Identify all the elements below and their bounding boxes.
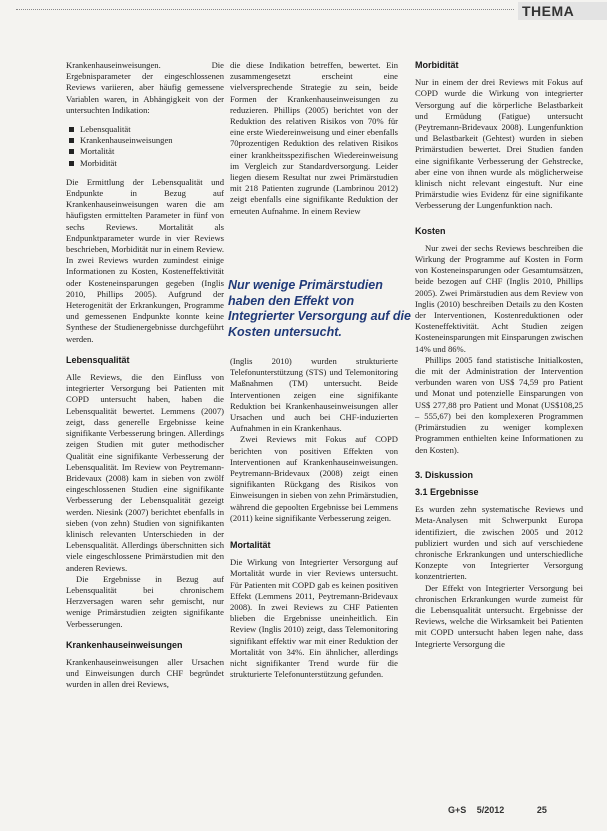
header-dotted-rule xyxy=(16,9,514,10)
heading-ergebnisse: 3.1 Ergebnisse xyxy=(415,486,479,497)
paragraph: (Inglis 2010) wurden strukturierte Telefonunterstützung (STS) und Telemonitoring Maßnahmen (TM) untersucht. Beide Interventionen zeigen eine signifikante Reduktion bei Krankenhauseinweisungen aller Ursachen und auch bei CHF-induzierten Aufnahmen in ein Krankenhaus. xyxy=(230,356,398,434)
column-2-lower xyxy=(230,356,398,680)
paragraph: die diese Indikation betreffen, bewertet. Ein zusammengesetzt erscheint eine vielversprechende Strategie zu sein, beide Formen der Krankenhauseinweisungen zu reduzieren. Phillips (2005) berichtet von der Reduktion des relativen Risikos von 70% für eine erste Wiedereinweisung und einer ebenfalls 70prozentigen Reduktion des relativen Risikos einer krankheitsspezifischen Wiedereinweisung im Vergleich zur Standardversorgung. Leider liegen diesem Resultat nur zwei Primärstudien mit 218 Patienten zugrunde (Lambrinou 2012) zeigt ebenfalls eine signifikante Reduktion der erneuten Aufnahme. In einem Review xyxy=(230,60,398,216)
paragraph: Phillips 2005 fand statistische Initialkosten, die mit der Administration der Intervention verbunden waren von US$ 74,59 pro Patient und Monat und potenzielle Einsparungen von US$ 277,88 pro Patient und Monat (US$108,25 – 555,67) bei den komplexeren Programmen (Primärstudien zu weniger komplexen Programmen enthielten keine Informationen zu den Kosten). xyxy=(415,354,583,455)
list-item: Krankenhauseinweisungen xyxy=(66,135,224,146)
paragraph: Nur zwei der sechs Reviews beschreiben die Wirkung der Programme auf Kosten in Form von Kosteneinsparungen oder Gesamtumsätzen, beide bezogen auf CHF (Inglis 2010, Phillips 2005). Zwei Primärstudien aus dem Review von Inglis (2010) beschreiben Details zu den Kosten der Interventionen, Kostenreduktionen oder Kosteneffektivität. Acht Studien zeigen Kosteneinsparungen mit Einsparungen zwischen 14% und 86%. xyxy=(415,242,583,354)
heading-morbiditaet: Morbidität xyxy=(415,60,459,70)
paragraph: Der Effekt von Integrierter Versorgung bei chronischen Erkrankungen wurde zumeist für die Lebensqualität untersucht. Ergebnisse der Reviews, welche die Wirksamkeit bei Patienten mit COPD untersucht haben legen nahe, dass Integrierte Versorgung die xyxy=(415,582,583,649)
paragraph: Krankenhauseinweisungen aller Ursachen und Einweisungen durch CHF begründet wurden in allen drei Reviews, xyxy=(66,656,224,690)
paragraph: Nur in einem der drei Reviews mit Fokus auf COPD wurde die Wirkung von integrierter Versorgung auf die körperliche Belastbarkeit und Ermüdung (Fatigue) untersucht (Peytremann-Bridevaux 2008). Lungenfunktion und Belastbarkeit (Gehtest) wurden in sieben Primärstudien bewertet. Drei Studien fanden eine signifikante Verbesserung der Gehstrecke, aber eine von ihnen wurde als möglicherweise klinisch nicht relevant eingestuft. Nur eine Primärstudie wies Evidenz für eine signifikante Verbesserung der Lungenfunktion nach. xyxy=(415,77,583,211)
paragraph: Die Ermittlung der Lebensqualität und Endpunkte in Bezug auf Krankenhauseinweisungen waren die am häufigsten ermittelten Parameter in fünf von sechs Reviews. Mortalität als Endpunktparameter wurde in vier Reviews beschrieben, Morbidität nur in einem Review. In zwei Reviews wurden zumindest einige Informationen zu Kosten, Kosteneffektivität oder Kosteneinsparungen gegeben (Inglis 2010, Phillips 2005). Aufgrund der Heterogenität der Erkrankungen, Programme und gemessenen Endpunkte konnte keine Synthese der Studienergebnisse durchgeführt werden. xyxy=(66,176,224,344)
heading-mortalitaet: Mortalität xyxy=(230,540,271,551)
paragraph: Krankenhauseinweisungen. Die Ergebnisparameter der eingeschlossenen Reviews variieren, aber häufig gemessene Variablen waren, in Abhängigkeit von der untersuchten Indikation: xyxy=(66,60,224,115)
issue-number: 5/2012 xyxy=(476,805,505,815)
paragraph: Zwei Reviews mit Fokus auf COPD berichten von positiven Effekten von Interventionen auf Krankenhauseinweisungen. Peytremann-Bridevaux (2008) zeigt einen signifikanten Rückgang des Risikos von Einweisungen in sieben von zehn Primärstudien, während die gepoolten Ergebnisse bei Lemmens (2011) keine signifikante Verbesserung zeigen. xyxy=(230,434,398,523)
heading-diskussion: 3. Diskussion xyxy=(415,469,474,480)
paragraph: Die Ergebnisse in Bezug auf Lebensqualität bei chronischem Herzversagen waren sehr gemischt, nur wenige Primärstudien zeigten signifikante Verbesserungen. xyxy=(66,573,224,629)
list-item: Mortalität xyxy=(66,146,224,157)
page-footer xyxy=(448,805,555,815)
page-number: 25 xyxy=(536,805,547,815)
heading-lebensqualitaet: Lebensqualität xyxy=(66,354,130,365)
page-header xyxy=(0,0,607,22)
list-item: Lebensqualität xyxy=(66,124,224,135)
column-3 xyxy=(415,60,583,650)
paragraph: Die Wirkung von Integrierter Versorgung auf Mortalität wurde in vier Reviews untersucht. Für Patienten mit COPD gab es keinen positiven Effekt (Lemmens 2011, Peytremann-Bridevaux 2008). In zwei Reviews zu CHF Patienten blieben die Ergebnisse uneinheitlich. Ein Review (Inglis 2010) zeigt, dass Telemonitoring signifikant effektiv war mit einer Reduktion der Mortalität von 34%. Ein ähnlicher, allerdings nicht signifikanter Trend wurde für die strukturierte Telefonunterstützung gefunden. xyxy=(230,557,398,680)
section-tag: THEMA xyxy=(518,2,607,20)
column-2 xyxy=(230,60,398,217)
heading-kosten: Kosten xyxy=(415,225,446,236)
paragraph: Alle Reviews, die den Einfluss von integrierter Versorgung bei Patienten mit COPD untersucht haben, haben die Lebensqualität bewertet. Lemmens (2007) zeigt, dass generelle Ergebnisse keine signifikante Verbesserung bringen. Allerdings zeigen Studien mit guter methodischer Qualität eine signifikante Verbesserung der Lebensqualität. Im Review von Peytremann-Bridevaux (2008) kam in sieben von zwölf eingeschlossenen Studien eine signifikante Verbesserung der Lebensqualität gezeigt werden. Niesink (2007) berichtet ebenfalls in sieben (von zehn) Studien von signifikanten klinisch relevanten Unterschieden in der Lebensqualität. Allerdings überschnitten sich viele eingeschlossene Primärstudien mit den anderen Reviews. xyxy=(66,372,224,573)
pull-quote: Nur wenige Primärstudien haben den Effekt von Integrierter Versorgung auf die Kosten untersucht. xyxy=(228,278,411,339)
column-1 xyxy=(66,60,224,691)
journal-name: G+S xyxy=(448,805,467,815)
heading-krankenhauseinweisungen: Krankenhauseinweisungen xyxy=(66,639,183,650)
outcome-list xyxy=(66,124,224,169)
paragraph: Es wurden zehn systematische Reviews und Meta-Analysen mit Schwerpunkt Europa identifiziert, die zwischen 2005 und 2012 publiziert wurden und sich auf verschiedene chronische Erkrankungen und unterschiedliche Konzepte von Integrierter Versorgung konzentrierten. xyxy=(415,504,583,582)
list-item: Morbidität xyxy=(66,158,224,169)
